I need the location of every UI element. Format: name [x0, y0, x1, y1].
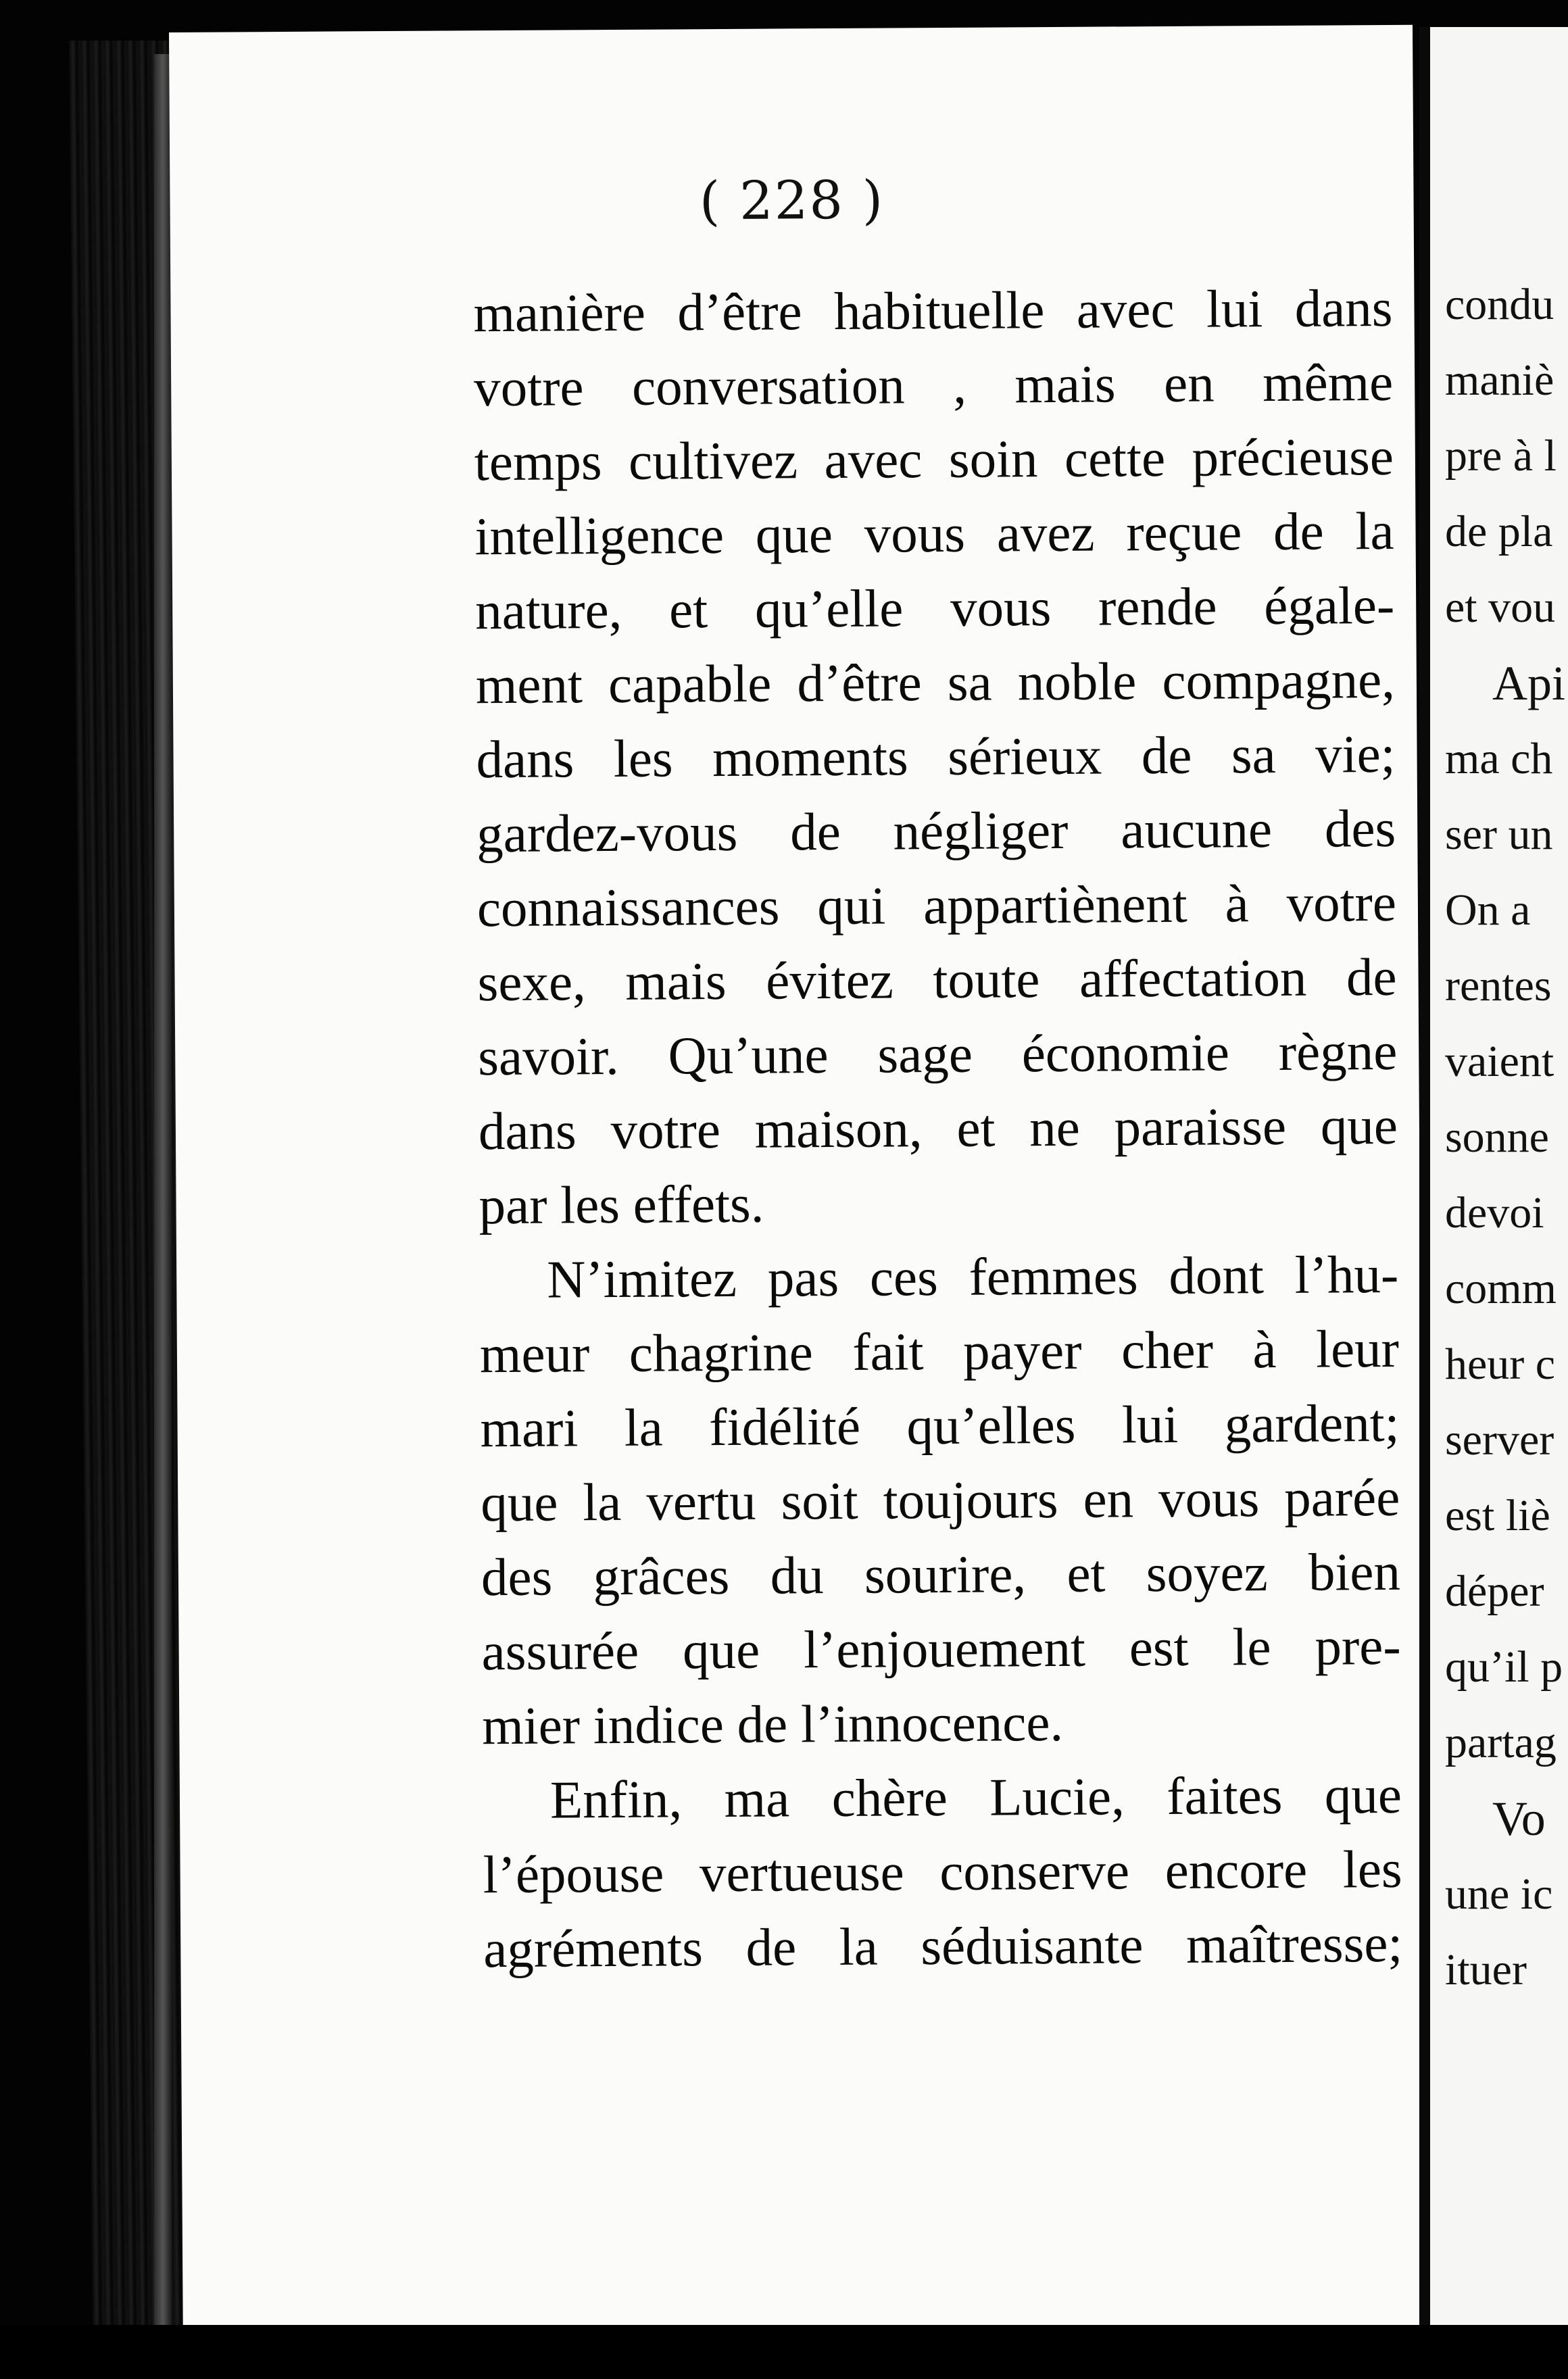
- text-line: dans votre maison, et ne paraisse que: [478, 1096, 1398, 1162]
- facing-text-line: est liè: [1445, 1491, 1550, 1540]
- facing-text-line: partag: [1445, 1718, 1557, 1767]
- facing-text-line: comm: [1445, 1264, 1557, 1313]
- text-line: l’épouse vertueuse conserve encore les: [483, 1840, 1402, 1905]
- book-page-right-partial: [1419, 27, 1568, 2345]
- text-line: connaissances qui appartiènent à votre: [476, 873, 1397, 939]
- facing-text-line: Api: [1492, 656, 1565, 710]
- facing-text-line: et vou: [1445, 583, 1556, 632]
- text-line: dans les moments sérieux de sa vie;: [476, 725, 1396, 790]
- text-line: intelligence que vous avez reçue de la: [474, 501, 1394, 567]
- text-line: des grâces du sourire, et soyez bien: [481, 1542, 1401, 1608]
- facing-text-line: maniè: [1445, 355, 1554, 405]
- facing-text-line: condu: [1445, 280, 1554, 329]
- text-line: ment capable d’être sa noble compagne,: [475, 650, 1396, 716]
- facing-text-line: rentes: [1445, 961, 1552, 1010]
- text-line: assurée que l’enjouement est le pre-: [481, 1617, 1401, 1682]
- facing-text-line: Vo: [1492, 1792, 1546, 1846]
- page-body-text: [473, 272, 1402, 1987]
- facing-text-line: ma ch: [1445, 734, 1553, 783]
- facing-page-text: [1445, 267, 1565, 2008]
- facing-text-line: sonne: [1445, 1112, 1549, 1162]
- text-line: par les effets.: [479, 1175, 764, 1236]
- text-line: mari la fidélité qu’elles lui gardent;: [480, 1394, 1400, 1459]
- facing-text-line: heur c: [1445, 1340, 1556, 1389]
- text-line: votre conversation , mais en même: [473, 353, 1394, 418]
- text-line: savoir. Qu’une sage économie règne: [478, 1022, 1398, 1087]
- text-line: nature, et qu’elle vous rende égale-: [474, 576, 1395, 641]
- facing-text-line: une ic: [1445, 1869, 1553, 1919]
- scan-bottom-border: [0, 2325, 1568, 2379]
- text-line: manière d’être habituelle avec lui dans: [473, 278, 1393, 344]
- facing-text-line: ser un: [1445, 810, 1553, 859]
- facing-text-line: de pla: [1445, 507, 1553, 556]
- facing-text-line: déper: [1445, 1567, 1544, 1616]
- page-edge-stack: [154, 54, 172, 2338]
- text-line: temps cultivez avec soin cette précieuse: [474, 427, 1394, 493]
- text-line: meur chagrine fait payer cher à leur: [479, 1319, 1400, 1385]
- facing-text-line: pre à l: [1445, 431, 1557, 481]
- facing-text-line: qu’il p: [1445, 1642, 1563, 1692]
- text-line: N’imitez pas ces femmes dont l’hu-: [547, 1245, 1399, 1310]
- facing-text-line: devoi: [1445, 1188, 1544, 1237]
- text-line: Enfin, ma chère Lucie, faites que: [549, 1765, 1402, 1830]
- text-line: mier indice de l’innocence.: [482, 1693, 1064, 1757]
- text-line: sexe, mais évitez toute affectation de: [477, 948, 1397, 1013]
- facing-text-line: vaient: [1445, 1037, 1554, 1086]
- book-page-left: [169, 25, 1427, 2344]
- text-line: que la vertu soit toujours en vous parée: [481, 1468, 1400, 1534]
- facing-text-line: server: [1445, 1415, 1554, 1465]
- facing-text-line: ituer: [1445, 1945, 1527, 1994]
- page-number: ( 228 ): [699, 170, 885, 232]
- text-line: agréments de la séduisante maîtresse;: [483, 1914, 1403, 1980]
- text-line: gardez-vous de négliger aucune des: [476, 799, 1396, 864]
- facing-text-line: On a: [1445, 885, 1531, 935]
